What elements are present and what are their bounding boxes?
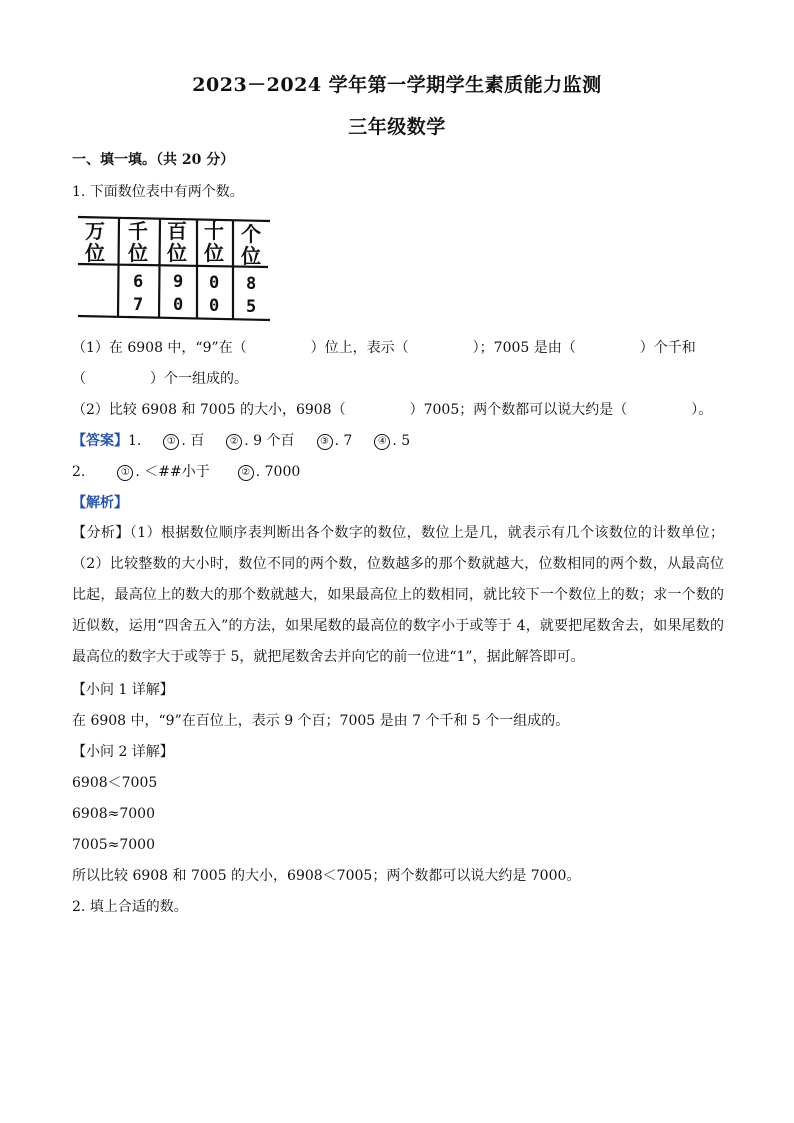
question-1-intro: 1. 下面数位表中有两个数。 [72,184,244,200]
section-heading: 一、填一填。（共 20 分） [72,152,235,168]
question-text: ）7005；两个数都可以说大约是（ [409,402,628,418]
answer-label: 【答案】 [72,433,128,449]
question-text: ）个一组成的。 [150,371,248,387]
table-col-divider [118,218,119,317]
question-1-part-2 [72,400,732,420]
table-cell-digit: 0 [173,295,184,315]
answer-value: . ＜##小于 [135,464,210,480]
answer-number: 1. [128,433,142,449]
question-text: （2）比较 6908 和 7005 的大小，6908（ [72,402,346,418]
answer-value: . 7000 [255,464,301,480]
question-text: ）位上，表示（ [310,340,409,356]
table-cell-digit: 5 [246,297,257,317]
document-subtitle: 三年级数学 [348,116,446,138]
answer-marker: ② [226,434,242,450]
document-title: 2023－2024 学年第一学期学生素质能力监测 [192,74,602,96]
table-header-shi-1: 十 [204,219,224,243]
question-text: ）；7005 是由（ [472,340,576,356]
question-text: （ [72,371,86,387]
sub-question-2-conclusion: 所以比较 6908 和 7005 的大小，6908＜7005；两个数都可以说大约是 7000。 [72,868,581,884]
answer-line-2 [72,462,732,482]
sub-question-1-label: 【小问 1 详解】 [72,682,174,698]
approximation-line: 7005≈7000 [72,837,155,853]
sub-question-1-solution: 在 6908 中，“9”在百位上，表示 9 个百；7005 是由 7 个千和 5 个一组成的。 [72,713,570,729]
table-col-divider [159,218,160,318]
question-text: ）个千和 [639,340,696,356]
answer-marker: ④ [374,434,390,450]
table-header-qian-2: 位 [128,241,148,265]
table-cell-digit: 0 [209,296,220,316]
place-value-table [76,212,272,324]
table-cell-digit: 8 [246,274,257,294]
table-bottom-border [78,316,270,320]
analysis-paragraph: 【分析】（1）根据数位顺序表判断出各个数字的数位，数位上是几，就表示有几个该数位的计数单位；（2）比较整数的大小时，数位不同的两个数，位数越多的那个数就越大，位数相同的两个数，从最高位比起，最高位上的数大的那个数就越大，如果最高位上的数相同，就比较下一个数位上的数；求一个数的近似数，运用“四舍五入”的方法，如果尾数的最高位的数字小于或等于 4，就要把尾数舍去，如果尾数的最高位的数字大于或等于 5，就把尾数舍去并向它的前一位进“1”，据此解答即可。 [72,525,724,665]
table-header-wan-1: 万 [85,219,105,243]
analysis-label: 【解析】 [72,495,128,511]
table-cell-digit: 9 [173,272,184,292]
table-header-bai-1: 百 [167,219,187,243]
question-1-part-1 [72,338,732,358]
answer-marker: ③ [317,434,333,450]
answer-value: . 5 [392,433,411,449]
answer-marker: ① [163,434,179,450]
answer-number: 2. [72,464,86,480]
table-header-ge-2: 位 [241,244,261,268]
table-header-bai-2: 位 [167,241,187,265]
table-header-qian-1: 千 [128,219,148,243]
sub-question-2-label: 【小问 2 详解】 [72,744,174,760]
approximation-line: 6908≈7000 [72,806,155,822]
question-text: （1）在 6908 中，“9”在（ [72,340,247,356]
answer-marker: ① [117,465,133,481]
question-2-intro: 2. 填上合适的数。 [72,899,188,915]
question-1-part-1-cont [72,369,732,389]
table-cell-digit: 0 [209,273,220,293]
question-text: ）。 [691,402,713,418]
answer-value: . 7 [334,433,353,449]
table-header-ge-1: 个 [241,222,261,246]
table-cell-digit: 6 [133,272,144,292]
table-header-wan-2: 位 [85,241,105,265]
comparison-line: 6908＜7005 [72,775,158,791]
answer-marker: ② [238,465,254,481]
table-header-shi-2: 位 [204,241,224,265]
answer-value: . 9 个百 [244,433,295,449]
answer-value: . 百 [181,433,205,449]
table-cell-digit: 7 [133,295,144,315]
answer-line-1 [72,431,732,451]
